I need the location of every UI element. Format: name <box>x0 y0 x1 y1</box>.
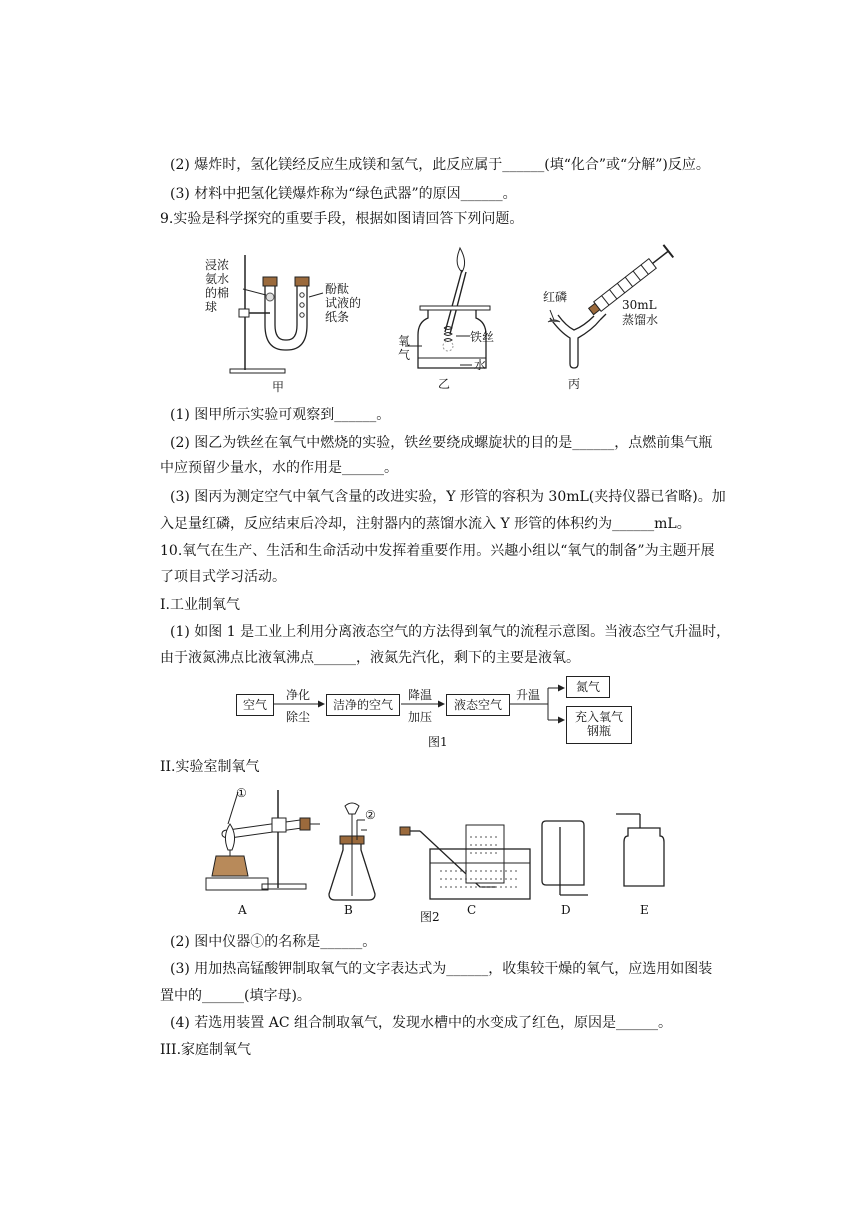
q10-part1-line1: (1) 如图 1 是工业上利用分离液态空气的方法得到氧气的流程示意图。当液态空气升温时， <box>170 624 731 640</box>
yi-oxygen-label-2: 气 <box>398 348 411 362</box>
q10-part4: (4) 若选用装置 AC 组合制取氧气，发现水槽中的水变成了红色，原因是______。 <box>170 1015 673 1031</box>
q10-part3-line1: (3) 用加热高锰酸钾制取氧气的文字表达式为______，收集较干燥的氧气，应选用如图装 <box>170 961 713 977</box>
fig2-apparatus-c <box>400 815 530 905</box>
bing-water-label: 蒸馏水 <box>622 313 659 327</box>
jia-right-2: 试液的 <box>325 296 362 310</box>
jia-label-4: 球 <box>205 300 218 314</box>
jia-right-3: 纸条 <box>325 310 350 324</box>
fig2-marker-1: ① <box>236 786 247 800</box>
fig-yi-apparatus <box>400 240 510 375</box>
jia-caption: 甲 <box>272 380 285 394</box>
fig2-apparatus-d <box>540 815 590 905</box>
jia-label-3: 的棉 <box>205 286 230 300</box>
flow-step1-bottom: 除尘 <box>286 710 311 724</box>
section-lab: II.实验室制氧气 <box>160 759 260 775</box>
fig2-label-d: D <box>561 903 571 917</box>
q9-intro: 9.实验是科学探究的重要手段，根据如图请回答下列问题。 <box>160 211 524 227</box>
section-home: III.家庭制氧气 <box>160 1042 252 1058</box>
flow-box-liquid-air: 液态空气 <box>446 694 510 716</box>
fig-bing-apparatus <box>530 240 680 370</box>
bing-caption: 丙 <box>568 377 581 391</box>
flow-box-tank <box>566 706 632 744</box>
q10-part3-line2: 置中的______(填字母)。 <box>160 988 311 1004</box>
fig2-label-a: A <box>238 903 247 917</box>
fig2-marker-2: ② <box>365 808 376 822</box>
flow-box-air: 空气 <box>236 694 274 716</box>
q10-intro-line1: 10.氧气在生产、生活和生命活动中发挥着重要作用。兴趣小组以“氧气的制备”为主题开展 <box>160 543 715 559</box>
q10-intro-line2: 了项目式学习活动。 <box>160 569 286 585</box>
flow-tank-line2: 钢瓶 <box>586 724 611 738</box>
flow-box-clean-air: 洁净的空气 <box>326 694 400 716</box>
yi-caption: 乙 <box>438 377 451 391</box>
fig2-caption: 图2 <box>420 910 440 924</box>
fig2-label-e: E <box>640 903 649 917</box>
q9-part2-line2: 中应预留少量水，水的作用是______。 <box>160 460 398 476</box>
q10-part2: (2) 图中仪器①的名称是______。 <box>170 934 377 950</box>
q8-part3: (3) 材料中把氢化镁爆炸称为“绿色武器”的原因______。 <box>170 186 517 202</box>
q9-part1: (1) 图甲所示实验可观察到______。 <box>170 407 391 423</box>
section-industrial: I.工业制氧气 <box>160 597 240 613</box>
flow-caption: 图1 <box>428 735 448 749</box>
fig2-label-b: B <box>344 903 353 917</box>
jia-right-1: 酚酞 <box>325 282 350 296</box>
flow-step3: 升温 <box>516 688 541 702</box>
bing-phosphorus-label: 红磷 <box>543 290 568 304</box>
fig2-apparatus-a <box>200 780 320 895</box>
fig2-apparatus-b <box>325 800 385 910</box>
fig2-apparatus-e <box>612 806 672 896</box>
q9-part3-line1: (3) 图丙为测定空气中氧气含量的改进实验，Y 形管的容积为 30mL(夹持仪器已省略)。加 <box>170 489 726 505</box>
jia-label-2: 氨水 <box>205 272 230 286</box>
q10-part1-line2: 由于液氮沸点比液氧沸点______，液氮先汽化，剩下的主要是液氧。 <box>160 650 580 666</box>
yi-water-label: 水 <box>474 358 487 372</box>
q9-part2-line1: (2) 图乙为铁丝在氧气中燃烧的实验，铁丝要绕成螺旋状的目的是______，点燃前集气瓶 <box>170 435 713 451</box>
q9-part3-line2: 入足量红磷，反应结束后冷却，注射器内的蒸馏水流入 Y 形管的体积约为______mL。 <box>160 516 691 532</box>
flow-tank-line1: 充入氧气 <box>574 710 623 724</box>
flow-step2-bottom: 加压 <box>408 710 433 724</box>
yi-iron-label: 铁丝 <box>470 330 495 344</box>
flow-step2-top: 降温 <box>408 688 433 702</box>
flow-step1-top: 净化 <box>286 688 311 702</box>
yi-oxygen-label-1: 氧 <box>398 334 411 348</box>
jia-label-1: 浸浓 <box>205 258 230 272</box>
q8-part2: (2) 爆炸时，氢化镁经反应生成镁和氢气，此反应属于______(填“化合”或“分解”)反应。 <box>170 157 710 173</box>
flow-box-nitrogen: 氮气 <box>566 676 610 698</box>
fig2-label-c: C <box>467 903 477 917</box>
bing-volume-label: 30mL <box>622 298 657 312</box>
